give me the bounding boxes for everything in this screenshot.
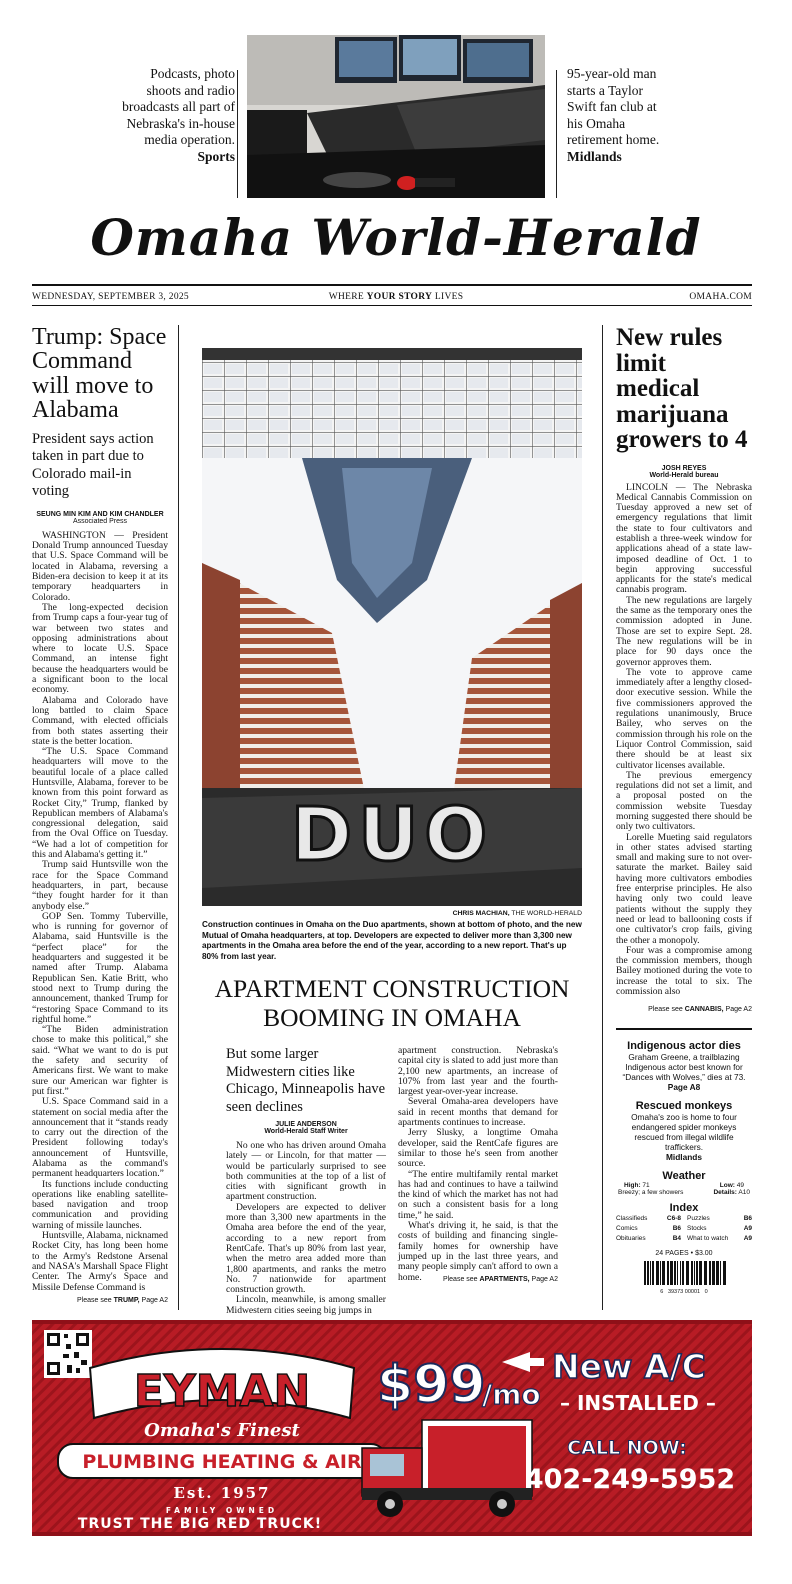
photo-caption: Construction continues in Omaha on the Duo apartments, shown at bottom of photo, and the new Mutual of Omaha headquarters, at top. Developers are expected to deliver more than 3,300 new apartments in the Omaha area before the end of the year, according to a new report. That's up 80% from last year. [202,920,582,961]
duo-building-image [202,348,582,906]
index-label[interactable]: Obituaries [616,1235,646,1242]
ad-graphic [32,1320,752,1536]
ad-price-unit: /mo [482,1378,541,1411]
center-col2: apartment construction. Nebraska's capital city is slated to add just more than 2,100 new apartments, an increase of 107% from last year and the fourth-largest year-over-year increase. Several Omaha-area developers have said in recent months that demand for apartments continues to increase. Jerry Slusky, a longtime Omaha developer, said the RentCafe figures are similar to those he's seen from another source. “The entire multifamily rental market has had and continues to have a tailwind the kind of which the market has not had on such a consistent basis for a long time,” he said. What's driving it, he said, is that the costs of building and financing single-family homes for ownership have jumped up in the last three years, and many people simply can't afford to own a home. [398,1045,558,1283]
sidebar-item2-title[interactable]: Rescued monkeys [635,1100,733,1112]
page-count: 24 PAGES • $3.00 [655,1250,713,1257]
ad-price: $99 [377,1355,486,1415]
weather-title[interactable]: Weather [662,1170,706,1182]
teaser-left[interactable] [120,66,235,165]
duo-photo[interactable] [202,348,582,906]
ad-call: CALL NOW: [567,1437,687,1459]
sidebar-item2-page: Midlands [666,1152,702,1162]
right-jump[interactable]: Please see CANNABIS, Page A2 [648,1006,752,1013]
barcode-bar [677,1261,678,1285]
barcode-bar [704,1261,707,1285]
ad-installed: – INSTALLED – [560,1391,716,1415]
weather-row2: Breezy; a few showers Details: A10 [618,1189,750,1196]
center-deck: But some larger Midwestern cities like Chicago, Minneapolis have seen declines [226,1046,386,1115]
sidebar-item1-text: Graham Greene, a trailblazing Indigenous actor best known for “Dances with Wolves,” dies at 73. [622,1052,746,1082]
barcode-bar [723,1261,726,1285]
center-jump[interactable]: Please see APARTMENTS, Page A2 [442,1276,558,1283]
index-label[interactable]: Classifieds [616,1215,648,1222]
barcode-bar [696,1261,698,1285]
studio-photo [247,35,545,198]
index-label[interactable]: What to watch [687,1235,729,1242]
ad-offer: New A/C [552,1347,706,1386]
index-page: A9 [743,1225,752,1232]
barcode-bar [660,1261,661,1285]
sidebar-item1-title[interactable]: Indigenous actor dies [627,1040,741,1052]
barcode-bar [699,1261,702,1285]
right-byline: JOSH REYES [661,464,707,472]
index-label[interactable]: Comics [616,1225,638,1232]
right-org: World-Herald bureau [649,471,719,479]
left-agency: Associated Press [72,517,128,525]
index-title[interactable]: Index [669,1202,699,1214]
barcode-bar [650,1261,651,1285]
teaser-left-text: Podcasts, photo shoots and radio broadcasts all part of Nebraska's in-house media operation. [122,66,235,147]
ad-brand: EYMAN [133,1366,311,1417]
left-body: WASHINGTON — President Donald Trump announced Tuesday that U.S. Space Command will be located in Alabama, reversing a Biden-era decision to keep it at its temporary headquarters in Colorado. The long-expected decision from Trump caps a four-year tug of war between two states and opposing administrations about where to locate U.S. Space Command, an intense fight because the headquarters would be a significant boon to the local economy. Alabama and Colorado have long battled to claim Space Command, with elected officials from both states asserting their state is the better location. “The U.S. Space Command headquarters will move to the beautiful locale of a place called Huntsville, Alabama, forever to be known from this point forward as Rocket City,” Trump, flanked by Republican members of Alabama's congressional delegation, said from the Oval Office on Tuesday. “We had a lot of competition for this and Alabama's getting it.” Trump said Huntsville won the race for the Space Command headquarters, in part, because “they fought harder for it than anybody else.” GOP Sen. Tommy Tuberville, who is running for governor of Alabama, said Huntsville is the “perfect place” for the headquarters and suggested it be named after Trump. Alabama Republican Sen. Katie Britt, who stood next to Trump during the announcement, thanked Trump for “restoring Space Command to its rightful home.” “The Biden administration chose to make this political,” she said. “What we want to do is put the safety and security of Americans first. We want to make sure our American war fighter is put first.” U.S. Space Command said in a statement on social media after the announcement that it “stands ready to carry out the direction of the President following today's announcement of Huntsville, Alabama as the command's permanent headquarters location.” Its functions include conducting operations like enabling satellite-based navigation and troop communication and providing warning of missile launches. Huntsville, Alabama, nicknamed Rocket City, has long been home to the Army's Redstone Arsenal and NASA's Marshall Space Flight Center. The Army's Space and Missile Defense Command is [32,529,168,1293]
ad-slogan: Omaha's Finest [144,1420,300,1441]
index-table [616,1214,752,1244]
left-story [32,325,168,1293]
center-col1: But some larger Midwestern cities like Chicago, Minneapolis have seen declines JULIE ANDERSON World-Herald Staff Writer No one who has driven around Omaha lately — or Lincoln, for that matter — would be particularly surprised to see both communities at the top of a list of cities with significant growth in apartment construction. Developers are expected to deliver more than 3,300 new apartments in the Omaha area before the end of the year, according to a new report from RentCafe. That's up 80% from last year, when the metro area added more than 1,800 apartments, and ranks the metro No. 7 nationwide for apartment construction growth. Lincoln, meanwhile, is among smaller Midwestern cities seeing big jumps in [226,1046,386,1316]
barcode-bar [709,1261,711,1285]
right-story: New rules limit medical marijuana growers to 4 JOSH REYES World-Herald bureau LINCOLN — The Nebraska Medical Cannabis Commission on Tuesday approved a new set of emergency regulations that limit the state to four cultivators and establish a three-week window for applications ahead of a state law-imposed deadline of Oct. 1 to begin approving successful applicants for the state's medical cannabis program. The new regulations are largely the same as the temporary ones the commission adopted in June. Those are set to expire Sept. 28. The new regulations will be in place for 90 days once the governor approves them. The vote to approve came immediately after a lengthy closed-door executive session. While the five commissioners approved the regulations unanimously, Bruce Bailey, who serves on the commission through his role on the Liquor Control Commission, said there should be at least six cultivator licenses available. The previous emergency regulations did not set a limit, and a proposal posted on the commission website Tuesday morning suggested there should be only two cultivators. Lorelle Mueting said regulators in other states advised starting small and making sure to not over-saturate the market. Bailey said having more cultivators embodies free enterprise principles. He also having only two could leave patients without the supply they need or lead to ballooning costs if one cultivator's crop fails, giving the other a monopoly. Four was a compromise among the commission members, though Bailey motioned during the vote to increase the total to six. The commission also [616,324,752,998]
index-row [616,1234,752,1244]
center-org: World-Herald Staff Writer [264,1128,348,1135]
photo-credit: CHRIS MACHIAN, THE WORLD-HERALD [452,910,582,917]
left-headline[interactable]: Trump: Space Command will move to Alabama [32,324,167,424]
barcode-bar [716,1261,719,1285]
weather-row1: High: 71 Low: 49 [624,1182,744,1189]
ad-phone: 402-249-5952 [524,1464,736,1495]
teaser-right-text: 95-year-old man starts a Taylor Swift fan club at his Omaha retirement home. [567,66,660,147]
barcode-bar [647,1261,649,1285]
masthead-title[interactable]: Omaha World-Herald [90,208,702,267]
barcode [642,1261,726,1295]
index-page: B4 [672,1235,681,1242]
teaser-right-section: Midlands [567,148,622,164]
teaser-photo[interactable] [247,35,545,198]
index-page: C6-8 [666,1215,681,1222]
duo-sign: DUO [290,792,494,878]
eyman-ad[interactable] [32,1320,752,1536]
barcode-number: 6 39373 00001 0 [660,1289,708,1295]
barcode-bar [694,1261,695,1285]
masthead-site[interactable]: OMAHA.COM [689,292,752,302]
barcode-bar [667,1261,669,1285]
right-headline[interactable]: New rules limit medical marijuana growers to 4 [616,324,748,453]
ad-services: PLUMBING HEATING & AIR [82,1451,362,1473]
teaser-right[interactable] [567,66,662,165]
index-row [616,1214,752,1224]
barcode-bar [662,1261,665,1285]
masthead-tagline: WHERE YOUR STORY LIVES [328,292,464,302]
barcode-bar [652,1261,654,1285]
masthead-date: WEDNESDAY, SEPTEMBER 3, 2025 [32,292,189,302]
barcode-icon [642,1261,726,1285]
ad-established: Est. 1957 [173,1484,271,1502]
left-jump[interactable]: Please see TRUMP, Page A2 [77,1297,168,1304]
sidebar-item2-text: Omaha's zoo is home to four endangered spider monkeys rescued from illegal wildlife traffickers. [631,1112,737,1152]
barcode-bar [686,1261,689,1285]
barcode-bar [680,1261,681,1285]
index-label[interactable]: Stocks [687,1225,707,1232]
left-deck: President says action taken in part due to Colorado mail-in voting [32,430,154,500]
barcode-bar [656,1261,659,1285]
barcode-bar [674,1261,676,1285]
sidebar [616,1040,752,1295]
barcode-bar [712,1261,715,1285]
sidebar-item1-page: Page A8 [667,1082,701,1092]
index-page: A9 [743,1235,752,1242]
ad-family: FAMILY OWNED [165,1506,279,1515]
index-page: B6 [672,1225,681,1232]
barcode-bar [682,1261,684,1285]
center-byline: JULIE ANDERSON [275,1121,337,1128]
barcode-bar [720,1261,721,1285]
barcode-bar [670,1261,673,1285]
center-headline[interactable]: APARTMENT CONSTRUCTION BOOMING IN OMAHA [214,974,570,1032]
barcode-bar [644,1261,646,1285]
index-label[interactable]: Puzzles [687,1215,710,1222]
index-page: B6 [743,1215,752,1222]
ad-truck-line: TRUST THE BIG RED TRUCK! [77,1516,323,1532]
teaser-left-section: Sports [197,148,235,164]
index-row [616,1224,752,1234]
left-byline: SEUNG MIN KIM AND KIM CHANDLER [36,510,164,518]
barcode-bar [691,1261,693,1285]
